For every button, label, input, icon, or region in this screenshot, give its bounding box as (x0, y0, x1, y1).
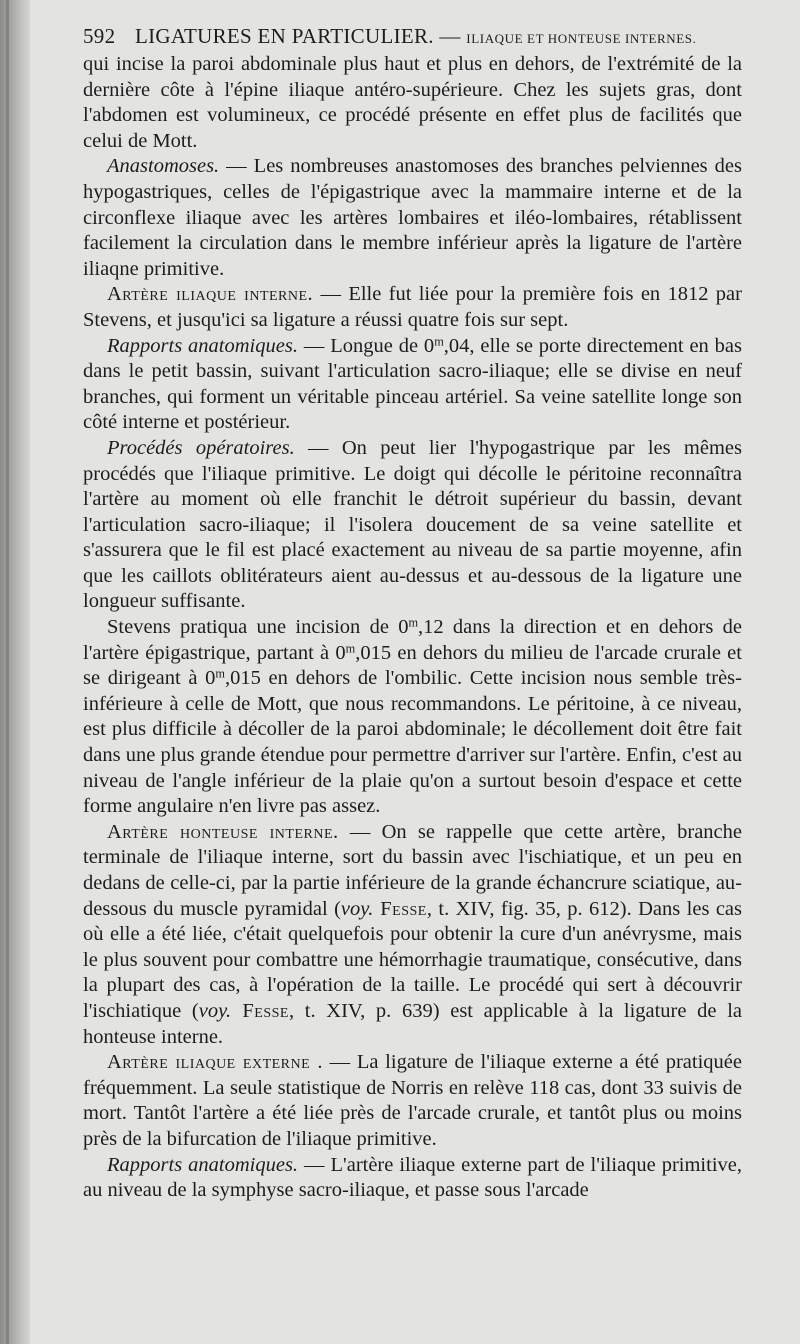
paragraph-iliaque-externe (83, 1050, 742, 1152)
unit-superscript: m (434, 333, 444, 348)
paragraph-text: ,04, elle se porte directement en bas dans le petit bassin, suivant l'articulation sacro-iliaque; elle se divise en neuf branches, qui forment un véritable pinceau artériel. Sa veine satellite longe son côté interne et postérieur. (83, 334, 742, 434)
paragraph-text: — L'artère iliaque externe part de l'iliaque primitive, au niveau de la symphyse sacro-iliaque, et passe sous l'arcade (83, 1153, 742, 1202)
header-subtitle: ILIAQUE ET HONTEUSE INTERNES. (466, 31, 697, 46)
unit-superscript: m (345, 640, 356, 655)
reference-voy: voy. (340, 897, 374, 920)
paragraph-iliaque-interne (83, 282, 742, 333)
unit-superscript: m (408, 615, 419, 630)
header-title: LIGATURES EN PARTICULIER. (134, 24, 434, 48)
section-heading: Artère honteuse interne. (107, 820, 339, 843)
section-heading: Artère iliaque interne. (107, 283, 314, 306)
header-dash: — (439, 24, 461, 48)
running-header (83, 22, 743, 50)
paragraph-anastomoses (83, 154, 742, 282)
body-text (83, 52, 742, 1204)
binding-edge (6, 0, 9, 1344)
paragraph-text: — Les nombreuses anastomoses des branches pelviennes des hypogastriques, celles de l'épigastrique avec la mammaire interne et de la circonflexe iliaque avec les artères lombaires et iléo-lombaires, rétablissent facilement la circulation dans le membre inférieur après la ligature de l'artère iliaqne primitive. (83, 155, 742, 280)
paragraph-continued (83, 52, 742, 154)
section-heading: Anastomoses. (107, 155, 220, 178)
paragraph-text: Stevens pratiqua une incision de 0 (107, 616, 409, 639)
reference-fesse: Fesse (231, 999, 289, 1022)
reference-fesse: Fesse (373, 897, 427, 920)
paragraph-text: ,015 en dehors du milieu de l'arcade crurale et se dirigeant à 0 (83, 641, 742, 690)
paragraph-procedes (83, 436, 742, 615)
paragraph-honteuse-interne (83, 820, 742, 1050)
paragraph-rapports-2 (83, 1153, 742, 1204)
paragraph-text: — On peut lier l'hypogastrique par les mêmes procédés que l'iliaque primitive. Le doigt qui décolle le péritoine reconnaîtra l'artère au moment où elle franchit le détroit supérieur du bassin, devant l'articulation sacro-iliaque; il l'isolera doucement de sa veine satellite et s'assurera que le fil est placé exactement au niveau de sa partie moyenne, afin que les caillots oblitérateurs aient au-dessus et au-dessous de la ligature une longueur suffisante. (83, 436, 743, 613)
paragraph-text: — On se rappelle que cette artère, branche terminale de l'iliaque interne, sort du bassin avec l'ischiatique, et un peu en dedans de celle-ci, par la partie inférieure de la grande échancrure sciatique, au-dessous du muscle pyramidal ( (83, 820, 743, 920)
section-heading: Rapports anatomiques. (107, 1153, 299, 1176)
paragraph-stevens (83, 615, 742, 820)
paragraph-text: , t. XIV, fig. 35, p. 612). Dans les cas où elle a été liée, c'était quelquefois pour obtenir la cure d'un anévrysme, mais le plus souvent pour combattre une hémorrhagie traumatique, consécutive, dans la plupart des cas, à l'opération de la taille. Le procédé qui sert à découvrir l'ischiatique ( (83, 897, 743, 1022)
section-heading: Rapports anatomiques. (107, 334, 298, 357)
paragraph-text: ,12 dans la direction et en dehors de l'artère épigastrique, partant à 0 (83, 616, 742, 664)
page-number: 592 (83, 24, 116, 48)
book-binding-shadow (0, 0, 30, 1344)
section-heading: Artère iliaque externe . (107, 1051, 323, 1074)
paragraph-text: — La ligature de l'iliaque externe a été pratiquée fréquemment. La seule statistique de Norris en relève 118 cas, dont 33 suivis de mort. Tantôt l'artère a été liée près de l'arcade crurale, et tantôt plus ou moins près de la bifurcation de l'iliaque primitive. (83, 1051, 742, 1150)
paragraph-text: ,015 en dehors de l'ombilic. Cette incision nous semble très-inférieure à celle de Mott, que nous recommandons. Le péritoine, à ce niveau, est plus difficile à décoller de la paroi abdominale; le décollement doit être fait dans une plus grande étendue pour permettre d'arriver sur l'artère. Enfin, c'est au niveau de l'angle inférieur de la plaie qu'on a surtout besoin d'espace et cette forme angulaire n'en livre pas assez. (83, 667, 742, 818)
unit-superscript: m (215, 666, 225, 681)
reference-voy: voy. (198, 999, 232, 1022)
paragraph-text: qui incise la paroi abdominale plus haut et plus en dehors, de l'extrémité de la dernière côte à l'épine iliaque antéro-supérieure. Chez les sujets gras, dont l'abdomen est volumineux, ce procédé présente en effet plus de facilités que celui de Mott. (83, 53, 742, 152)
paragraph-text: — Longue de 0 (297, 334, 435, 357)
section-heading: Procédés opératoires. (107, 436, 295, 459)
paragraph-text: , t. XIV, p. 639) est applicable à la ligature de la honteuse interne. (83, 999, 743, 1048)
paragraph-rapports-1 (83, 334, 742, 436)
paragraph-text: — Elle fut liée pour la première fois en 1812 par Stevens, et jusqu'ici sa ligature a réussi quatre fois sur sept. (83, 283, 742, 331)
